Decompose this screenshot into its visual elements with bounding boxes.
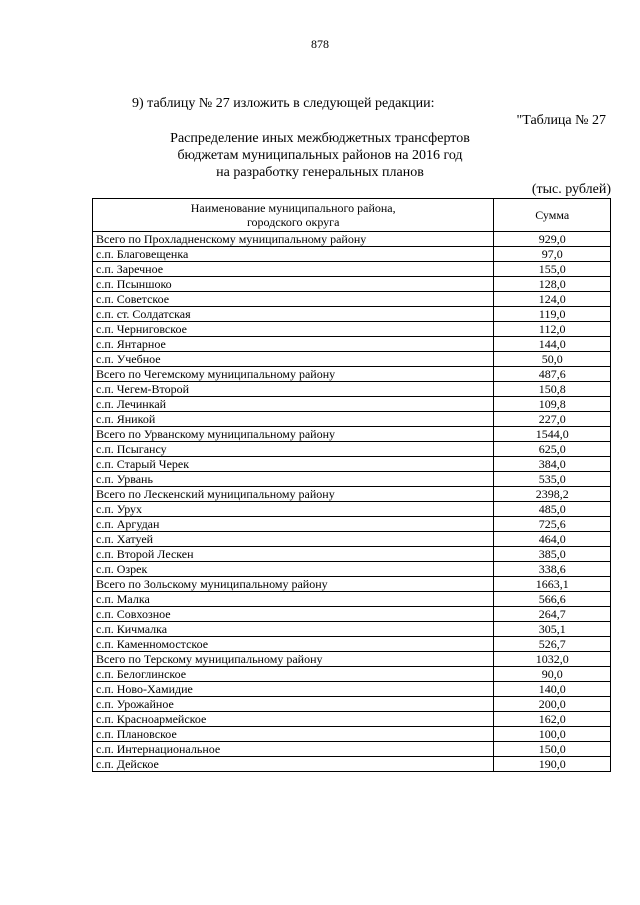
table-row <box>93 757 611 772</box>
table-row <box>93 652 611 667</box>
table-row <box>93 532 611 547</box>
table-row <box>93 397 611 412</box>
row-name: с.п. Псыншоко <box>93 277 494 292</box>
table-header-row <box>93 199 611 232</box>
row-name: Всего по Урванскому муниципальному району <box>93 427 494 442</box>
table-row <box>93 592 611 607</box>
row-sum: 227,0 <box>494 412 611 427</box>
table-title-line: бюджетам муниципальных районов на 2016 год <box>177 148 463 163</box>
table-row <box>93 622 611 637</box>
table-row <box>93 637 611 652</box>
row-name: с.п. Урвань <box>93 472 494 487</box>
row-sum: 112,0 <box>494 322 611 337</box>
row-sum: 385,0 <box>494 547 611 562</box>
row-name: с.п. Чегем-Второй <box>93 382 494 397</box>
header-name <box>93 199 494 232</box>
row-sum: 155,0 <box>494 262 611 277</box>
transfers-table <box>92 198 611 772</box>
row-name: с.п. Плановское <box>93 727 494 742</box>
row-sum: 338,6 <box>494 562 611 577</box>
table-row <box>93 262 611 277</box>
row-sum: 109,8 <box>494 397 611 412</box>
table-title-line: на разработку генеральных планов <box>216 165 424 180</box>
row-sum: 535,0 <box>494 472 611 487</box>
row-sum: 487,6 <box>494 367 611 382</box>
table-row <box>93 292 611 307</box>
table-row <box>93 322 611 337</box>
table-row <box>93 697 611 712</box>
row-name: с.п. Белоглинское <box>93 667 494 682</box>
row-name: Всего по Лескенский муниципальному району <box>93 487 494 502</box>
row-sum: 124,0 <box>494 292 611 307</box>
row-sum: 162,0 <box>494 712 611 727</box>
row-name: с.п. Хатуей <box>93 532 494 547</box>
row-name: Всего по Терскому муниципальному району <box>93 652 494 667</box>
table-row <box>93 382 611 397</box>
row-sum: 190,0 <box>494 757 611 772</box>
row-sum: 128,0 <box>494 277 611 292</box>
row-sum: 144,0 <box>494 337 611 352</box>
row-sum: 526,7 <box>494 637 611 652</box>
table-label: "Таблица № 27 <box>516 113 606 128</box>
table-row <box>93 712 611 727</box>
row-name: с.п. Янтарное <box>93 337 494 352</box>
table-row <box>93 232 611 247</box>
row-sum: 140,0 <box>494 682 611 697</box>
row-name: с.п. Кичмалка <box>93 622 494 637</box>
page-number: 878 <box>311 37 329 51</box>
table-row <box>93 487 611 502</box>
row-name: с.п. Второй Лескен <box>93 547 494 562</box>
table-title <box>0 130 640 181</box>
row-name: с.п. Урожайное <box>93 697 494 712</box>
row-sum: 625,0 <box>494 442 611 457</box>
units-label: (тыс. рублей) <box>531 182 611 197</box>
row-sum: 929,0 <box>494 232 611 247</box>
row-sum: 384,0 <box>494 457 611 472</box>
row-sum: 264,7 <box>494 607 611 622</box>
table-row <box>93 442 611 457</box>
row-sum: 566,6 <box>494 592 611 607</box>
row-sum: 305,1 <box>494 622 611 637</box>
table-row <box>93 517 611 532</box>
row-name: с.п. Дейское <box>93 757 494 772</box>
table-row <box>93 682 611 697</box>
table-row <box>93 727 611 742</box>
row-sum: 485,0 <box>494 502 611 517</box>
row-name: с.п. Аргудан <box>93 517 494 532</box>
row-name: с.п. Каменномостское <box>93 637 494 652</box>
row-name: с.п. Озрек <box>93 562 494 577</box>
row-sum: 119,0 <box>494 307 611 322</box>
table-row <box>93 607 611 622</box>
table-row <box>93 457 611 472</box>
row-sum: 464,0 <box>494 532 611 547</box>
row-sum: 2398,2 <box>494 487 611 502</box>
row-name: с.п. Советское <box>93 292 494 307</box>
row-name: с.п. Псыгансу <box>93 442 494 457</box>
table-row <box>93 427 611 442</box>
row-name: с.п. Интернациональное <box>93 742 494 757</box>
table-row <box>93 472 611 487</box>
table-title-line: Распределение иных межбюджетных трансфертов <box>170 131 470 146</box>
table-row <box>93 337 611 352</box>
row-sum: 1663,1 <box>494 577 611 592</box>
table-row <box>93 367 611 382</box>
row-name: Всего по Зольскому муниципальному району <box>93 577 494 592</box>
intro-text: 9) таблицу № 27 изложить в следующей редакции: <box>132 96 435 111</box>
row-name: с.п. Старый Черек <box>93 457 494 472</box>
row-name: с.п. Красноармейское <box>93 712 494 727</box>
row-name: с.п. ст. Солдатская <box>93 307 494 322</box>
row-name: с.п. Урух <box>93 502 494 517</box>
table-row <box>93 562 611 577</box>
header-sum: Сумма <box>494 199 611 232</box>
row-name: Всего по Прохладненскому муниципальному району <box>93 232 494 247</box>
table-row <box>93 502 611 517</box>
table-row <box>93 412 611 427</box>
row-name: с.п. Лечинкай <box>93 397 494 412</box>
table-row <box>93 667 611 682</box>
row-name: с.п. Черниговское <box>93 322 494 337</box>
row-sum: 90,0 <box>494 667 611 682</box>
row-sum: 97,0 <box>494 247 611 262</box>
header-name-line: Наименование муниципального района, <box>190 201 396 215</box>
table-row <box>93 277 611 292</box>
table-row <box>93 352 611 367</box>
row-sum: 1032,0 <box>494 652 611 667</box>
row-name: Всего по Чегемскому муниципальному району <box>93 367 494 382</box>
row-sum: 725,6 <box>494 517 611 532</box>
row-name: с.п. Яникой <box>93 412 494 427</box>
table-row <box>93 577 611 592</box>
table-row <box>93 742 611 757</box>
header-name-line: городского округа <box>246 215 340 229</box>
table-row <box>93 547 611 562</box>
row-name: с.п. Учебное <box>93 352 494 367</box>
row-name: с.п. Совхозное <box>93 607 494 622</box>
row-sum: 150,8 <box>494 382 611 397</box>
table-row <box>93 307 611 322</box>
row-sum: 200,0 <box>494 697 611 712</box>
row-sum: 150,0 <box>494 742 611 757</box>
table-row <box>93 247 611 262</box>
row-name: с.п. Заречное <box>93 262 494 277</box>
row-name: с.п. Малка <box>93 592 494 607</box>
row-sum: 50,0 <box>494 352 611 367</box>
row-name: с.п. Благовещенка <box>93 247 494 262</box>
row-sum: 1544,0 <box>494 427 611 442</box>
row-name: с.п. Ново-Хамидие <box>93 682 494 697</box>
row-sum: 100,0 <box>494 727 611 742</box>
